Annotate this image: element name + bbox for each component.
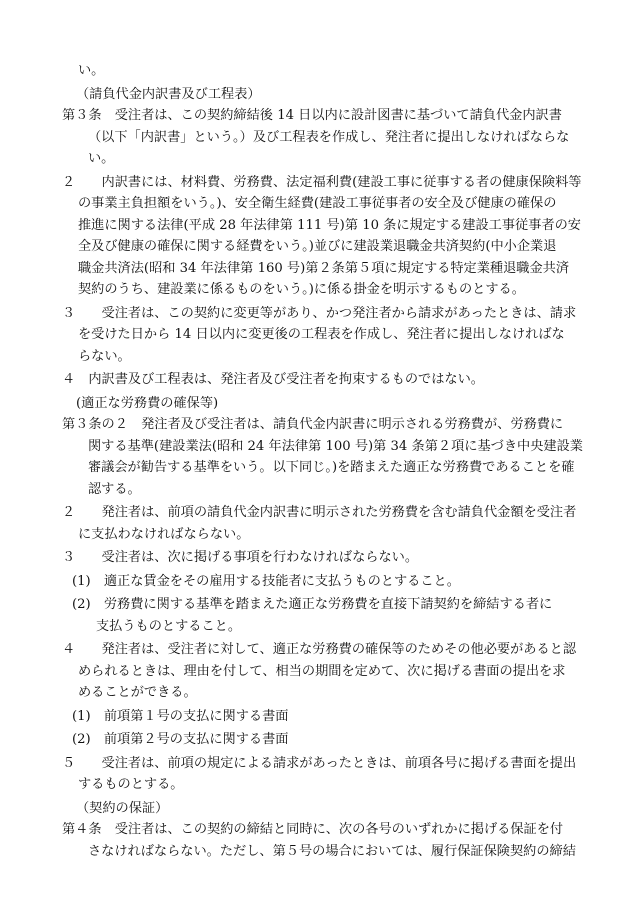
- text-line: 認する。: [88, 481, 141, 497]
- text-line: (2) 労務費に関する基準を踏まえた適正な労務費を直接下請契約を締結する者に: [72, 597, 553, 612]
- text-line: するものとする。: [78, 777, 184, 792]
- text-line: い。: [88, 151, 115, 166]
- text-line: 第３条の２ 発注者及び受注者は、請負代金内訳書に明示される労務費が、労務費に: [62, 417, 564, 432]
- text-line: ４ 内訳書及び工程表は、発注者及び受注者を拘束するものではない。: [62, 372, 484, 387]
- text-line: 全及び健康の確保に関する経費をいう。)並びに建設業退職金共済契約(中小企業退: [78, 239, 557, 254]
- article: [62, 414, 583, 500]
- text-line: 審議会が勧告する基準をいう。以下同じ。)を踏まえた適正な労務費であることを確: [88, 460, 575, 475]
- text-line: らない。: [78, 348, 131, 364]
- paragraph: [62, 753, 577, 796]
- section-heading: （契約の保証）: [76, 800, 169, 816]
- text-line: ３ 受注者は、この契約に変更等があり、かつ発注者から請求があったときは、請求: [62, 305, 577, 321]
- text-line: 支払うものとすること。: [96, 618, 242, 634]
- text-line: 第４条 受注者は、この契約の締結と同時に、次の各号のいずれかに掲げる保証を付: [62, 822, 564, 837]
- text-line: ３ 受注者は、次に掲げる事項を行わなければならない。: [62, 550, 419, 565]
- document-body: [62, 60, 583, 864]
- continuation-text: [62, 60, 572, 82]
- article: [62, 819, 576, 862]
- paragraph: [62, 369, 572, 391]
- text-line: の事業主負担額をいう。)、安全衛生経費(建設工事従事者の安全及び健康の確保の: [78, 196, 557, 211]
- paragraph: [62, 639, 577, 704]
- text-line: さなければならない。ただし、第５号の場合においては、履行保証保険契約の締結: [88, 843, 576, 859]
- text-line: （以下「内訳書」という。）及び工程表を作成し、発注者に提出しなければならな: [88, 129, 570, 145]
- text-line: 職金共済法(昭和 34 年法律第 160 号)第２条第５項に規定する特定業種退職金共済: [78, 260, 570, 276]
- text-line: 第３条 受注者は、この契約締結後 14 日以内に設計図書に基づいて請負代金内訳書: [62, 108, 562, 123]
- text-line: い。: [78, 63, 105, 78]
- paragraph: [62, 303, 577, 368]
- text-line: に支払わなければならない。: [78, 526, 250, 542]
- list-item: [62, 571, 572, 593]
- text-line: めることができる。: [78, 685, 197, 700]
- list-item: [62, 594, 572, 637]
- paragraph: [62, 502, 577, 545]
- text-line: (2) 前項第２号の支払に関する書面: [72, 732, 289, 747]
- paragraph: [62, 547, 572, 569]
- text-line: (1) 前項第１号の支払に関する書面: [72, 708, 289, 724]
- text-line: 契約のうち、建設業に係るものをいう。)に係る掛金を明示するものとする。: [78, 282, 525, 297]
- paragraph: [62, 172, 582, 301]
- text-line: ２ 発注者は、前項の請負代金内訳書に明示された労務費を含む請負代金額を受注者: [62, 505, 577, 520]
- text-line: められるときは、理由を付して、相当の期間を定めて、次に掲げる書面の提出を求: [78, 663, 566, 679]
- list-item: [62, 729, 572, 751]
- text-line: ４ 発注者は、受注者に対して、適正な労務費の確保等のためその他必要があると認: [62, 642, 577, 657]
- text-line: (1) 適正な賃金をその雇用する技能者に支払うものとすること。: [72, 573, 460, 589]
- section-heading: （請負代金内訳書及び工程表）: [76, 86, 261, 102]
- text-line: ２ 内訳書には、材料費、労務費、法定福利費(建設工事に従事する者の健康保険料等: [62, 174, 582, 190]
- text-line: 関する基準(建設業法(昭和 24 年法律第 100 号)第 34 条第２項に基づき中央建設業: [88, 438, 583, 454]
- text-line: を受けた日から 14 日以内に変更後の工程表を作成し、発注者に提出しなければな: [78, 327, 565, 342]
- section-heading: (適正な労務費の確保等): [76, 395, 219, 411]
- list-item: [62, 706, 572, 728]
- article: [62, 105, 572, 170]
- text-line: 推進に関する法律(平成 28 年法律第 111 号)第 10 条に規定する建設工事従事者の安: [78, 217, 581, 233]
- text-line: ５ 受注者は、前項の規定による請求があったときは、前項各号に掲げる書面を提出: [62, 755, 577, 771]
